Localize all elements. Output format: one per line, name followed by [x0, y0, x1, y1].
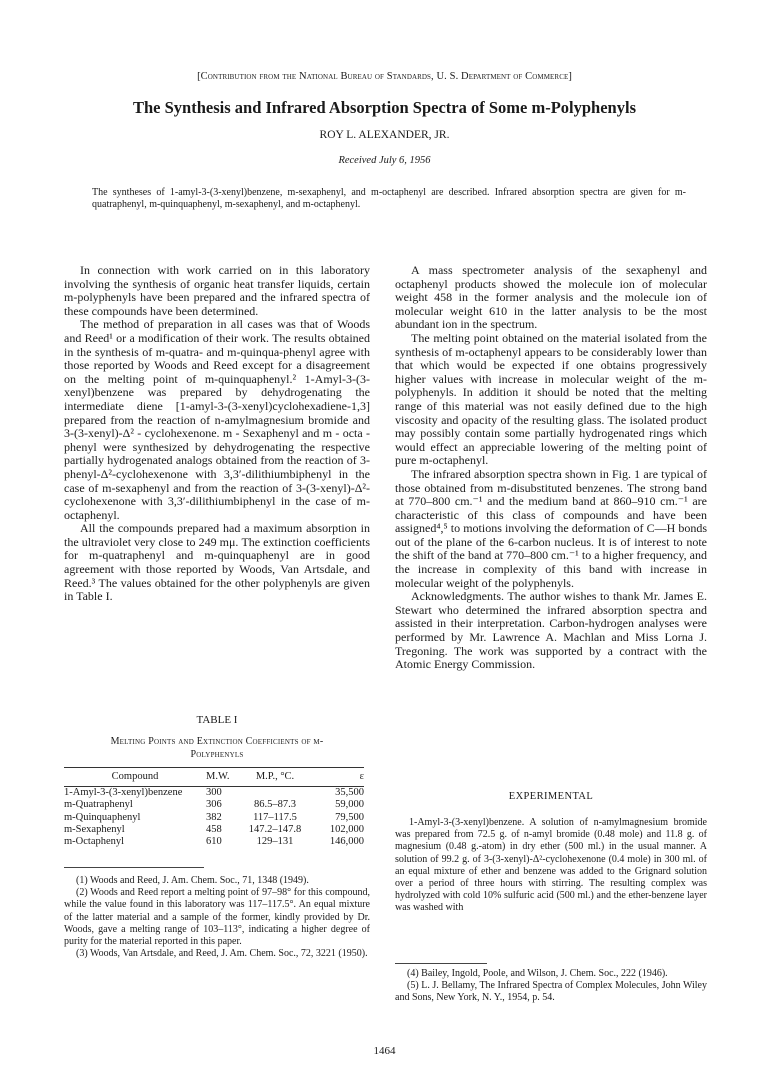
cell-mw: 306: [206, 799, 222, 811]
footnote-3: (3) Woods, Van Artsdale, and Reed, J. Am. Chem. Soc., 72, 3221 (1950).: [76, 948, 368, 960]
table-row: [64, 824, 364, 836]
cell-epsilon: 35,500: [335, 787, 364, 799]
cell-compound: m-Sexaphenyl: [64, 823, 125, 835]
page-number: 1464: [373, 1045, 396, 1057]
cell-epsilon: 59,000: [335, 799, 364, 811]
cell-compound: m-Quatraphenyl: [64, 799, 133, 811]
cell-compound: m-Quinquaphenyl: [64, 811, 141, 823]
footnote-divider-left: [64, 867, 204, 868]
header-mw: M.W.: [206, 768, 240, 787]
header-epsilon: ε: [310, 768, 364, 787]
table-subtitle: [64, 735, 370, 761]
experimental-section: [395, 817, 707, 915]
footnote-1: (1) Woods and Reed, J. Am. Chem. Soc., 71, 1348 (1949).: [76, 875, 309, 886]
cell-mp: 86.5–87.3: [254, 799, 296, 811]
cell-mp: [240, 787, 310, 800]
intro-paragraph: In connection with work carried on in this laboratory involving the synthesis of organic heat transfer liquids, certain m-polyphenyls have been prepared and the infrared spectra of these compounds have been determined.: [64, 263, 370, 318]
right-column: [395, 264, 707, 672]
table-header-row: [64, 768, 364, 787]
mass-spec-paragraph: A mass spectrometer analysis of the sexaphenyl and octaphenyl products showed the molecule ion of molecular weight 458 in the former analysis and the molecule ion of molecular weight 610 in the latter analysis to be the most abundant ion in the spectrum.: [395, 263, 707, 332]
acknowledgments-paragraph: Acknowledgments. The author wishes to thank Mr. James E. Stewart who determined the infrared absorption spectra and assisted in their interpretation. Carbon-hydrogen analyses were performed by Mr. Lawrence A. Machlan and Miss Lorna J. Tregoning. The work was supported by a contract with the Atomic Energy Commission.: [395, 589, 707, 672]
table-subtitle-line2: Polyphenyls: [190, 749, 244, 760]
cell-compound: m-Octaphenyl: [64, 836, 125, 848]
cell-mw: 382: [206, 811, 222, 823]
table-row: [64, 799, 364, 811]
absorption-paragraph: All the compounds prepared had a maximum absorption in the ultraviolet very close to 249 mμ. The extinction coefficients for m-quatraphenyl and m-quinquaphenyl are in good agreement with those reported by Woods, Van Artsdale, and Reed.³ The values obtained for the other polyphenyls are given in Table I.: [64, 521, 370, 604]
cell-mp: 147.2–147.8: [248, 823, 302, 835]
experimental-heading: EXPERIMENTAL: [508, 791, 594, 802]
footnote-divider-right: [395, 963, 487, 964]
table-row: [64, 836, 364, 848]
footnotes-left: [64, 875, 370, 960]
experimental-paragraph: 1-Amyl-3-(3-xenyl)benzene. A solution of n-amylmagnesium bromide was prepared from 72.5 g. of n-amyl bromide (0.48 mole) and 11.8 g. of magnesium (0.48 g.-atom) in dry ether (500 ml.) in the usual manner. A solution of 99.2 g. of 3-(3-xenyl)-Δ²-cyclohexenone (0.4 mole) in 300 ml. of an equal mixture of ether and benzene was added to the Grignard solution over a period of three hours with stirring. The resulting complex was hydrolyzed with cold 10% sulfuric acid (500 ml.) and the ether-benzene layer was washed with: [395, 817, 707, 914]
cell-compound: 1-Amyl-3-(3-xenyl)benzene: [64, 787, 183, 799]
table-caption: TABLE I: [196, 714, 238, 726]
header-mp: M.P., °C.: [240, 768, 310, 787]
cell-mw: 458: [206, 823, 222, 835]
cell-mp: 129–131: [256, 836, 294, 848]
header-compound: Compound: [64, 768, 206, 787]
infrared-paragraph: The infrared absorption spectra shown in Fig. 1 are typical of those obtained from m-disubstituted benzenes. The strong band at 770–800 cm.⁻¹ and the medium band at 860–910 cm.⁻¹ are characteristic of this class of compounds and have been assigned⁴,⁵ to motions involving the deformation of C—H bonds out of the plane of the 6-carbon nucleus. It is of interest to note the shift of the band at 770–800 cm.⁻¹ to a higher frequency, and the increase in complexity of this band with increase in molecular weight of the polyphenyls.: [395, 466, 707, 590]
method-paragraph: The method of preparation in all cases was that of Woods and Reed¹ or a modification of their work. The results obtained in the synthesis of m-quatra- and m-quinqua-phenyl agree with those reported by Woods and Reed except for a disagreement on the melting point of m-quinquaphenyl.² 1-Amyl-3-(3-xenyl)benzene was prepared by dehydrogenating the intermediate diene [1-amyl-3-(3-xenyl)cyclohexadiene-1,3] prepared from the reaction of n-amylmagnesium bromide and 3-(3-xenyl)-Δ² - cyclohexenone. m - Sexaphenyl and m - octa - phenyl were synthesized by dehydrogenating the respective partially hydrogenated analogs obtained from the reaction of 3-phenyl-Δ²-cyclohexenone with 3,3′-dilithiumbiphenyl in the case of m-sexaphenyl and from the reaction of 3-(3-xenyl)-Δ²-cyclohexenone with 3,3′-dilithiumbiphenyl in the case of m-octaphenyl.: [64, 317, 370, 522]
melting-point-paragraph: The melting point obtained on the material isolated from the synthesis of m-octaphenyl appears to be considerably lower than that which would be expected if one obtains progressively higher values with increase in molecular weight of the m-polyphenyls. In addition it should be noted that the melting range of this material was not easily defined due to the high viscosity and opacity of the resulting glass. The isolated product may possibly contain some partially hydrogenated rings which would effect an appreciable lowering of the melting point of pure m-octaphenyl.: [395, 330, 707, 468]
cell-epsilon: 146,000: [329, 836, 364, 848]
table-row: [64, 812, 364, 824]
abstract: The syntheses of 1-amyl-3-(3-xenyl)benzene, m-sexaphenyl, and m-octaphenyl are described. Infrared absorption spectra are given for m-quatraphenyl, m-quinquaphenyl, m-sexaphenyl, and m-octaphenyl.: [92, 187, 686, 210]
paper-title: The Synthesis and Infrared Absorption Spectra of Some m-Polyphenyls: [132, 98, 636, 117]
cell-mw: 300: [206, 787, 222, 799]
author-name: ROY L. ALEXANDER, JR.: [319, 129, 450, 141]
table-row: [64, 787, 364, 800]
table-subtitle-line1: Melting Points and Extinction Coefficients of m-: [110, 736, 324, 747]
footnote-5: (5) L. J. Bellamy, The Infrared Spectra of Complex Molecules, John Wiley and Sons, New York, N. Y., 1954, p. 54.: [395, 980, 707, 1004]
contribution-header: [Contribution from the National Bureau of Standards, U. S. Department of Commerce]: [197, 71, 572, 82]
cell-epsilon: 79,500: [335, 811, 364, 823]
polyphenyl-table: [64, 767, 364, 848]
received-date: Received July 6, 1956: [338, 155, 431, 166]
footnote-4: (4) Bailey, Ingold, Poole, and Wilson, J. Chem. Soc., 222 (1946).: [407, 968, 668, 979]
footnote-2: (2) Woods and Reed report a melting point of 97–98° for this compound, while the value found in this laboratory was 117–117.5°. An equal mixture of the latter material and a sample of the former, kindly provided by Dr. Woods, gave a melting range of 103–113°, indicating a higher degree of purity for the material reported in this paper.: [64, 887, 370, 948]
left-column: [64, 264, 370, 604]
footnotes-right: [395, 968, 707, 1005]
cell-epsilon: 102,000: [329, 823, 364, 835]
cell-mp: 117–117.5: [253, 811, 297, 823]
cell-mw: 610: [206, 836, 222, 848]
